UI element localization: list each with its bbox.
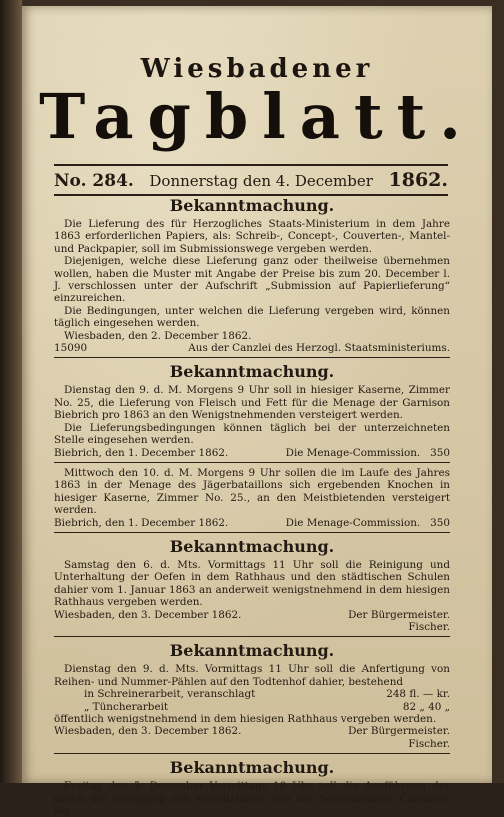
notice-signature: Der Bürgermeister. bbox=[348, 725, 450, 738]
notice-text: Samstag den 6. d. Mts. Vormittags 11 Uhr soll die Reinigung und Unterhaltung der Oefen in dem Rathhaus und den städtischen Schulen dahier vom 1. Januar 1863 an anderweit wenigstnehmend in dem hiesigen Rathhaus vergeben werden. bbox=[54, 558, 450, 609]
notice-signature-row bbox=[54, 517, 450, 529]
divider bbox=[54, 462, 450, 463]
divider bbox=[54, 753, 450, 754]
notice-text: Dienstag den 9. d. Mts. Vormittags 11 Uhr soll die Anfertigung von Reihen- und Nummer-Pählen auf den Todtenhof dahier, bestehend bbox=[54, 663, 450, 688]
divider bbox=[54, 357, 450, 358]
price-item bbox=[54, 701, 450, 713]
notice-signature-group bbox=[286, 517, 450, 529]
notice-signer: Fischer. bbox=[408, 737, 450, 750]
notice-place-date: Wiesbaden, den 3. December 1862. bbox=[54, 608, 242, 621]
notice-signer: Fischer. bbox=[408, 620, 450, 633]
notice-text: Freitag den 5. December Vormittags 10 Uhr soll die Ausführung der durch die Verlegung des Wellritzbachs von der Schwalbacher Chaussee bis bbox=[54, 780, 450, 817]
notice-text: Die Bedingungen, unter welchen die Lieferung vergeben wird, können täglich eingesehen werden. bbox=[54, 304, 450, 330]
divider bbox=[54, 636, 450, 637]
newspaper-page bbox=[22, 6, 492, 817]
issue-number: No. 284. bbox=[54, 171, 134, 191]
notice-paper-supply bbox=[54, 196, 450, 354]
masthead-city: Wiesbadener bbox=[140, 54, 374, 84]
notice-signature-row bbox=[54, 342, 450, 354]
notice-oven-cleaning bbox=[54, 537, 450, 633]
notice-signature: Die Menage-Commission. bbox=[285, 446, 421, 459]
issue-year: 1862. bbox=[388, 169, 448, 191]
price-item-label: „ Tüncherarbeit bbox=[84, 700, 169, 713]
notice-heading: Bekanntmachung. bbox=[169, 362, 335, 382]
notice-place-date: Biebrich, den 1. December 1862. bbox=[54, 516, 229, 529]
notices-column bbox=[54, 196, 450, 817]
notice-signature: Der Bürgermeister. bbox=[348, 608, 450, 621]
price-item-amount: 82 „ 40 „ bbox=[402, 700, 450, 713]
notice-place-date: Wiesbaden, den 2. December 1862. bbox=[64, 329, 252, 342]
notice-signature-row bbox=[54, 609, 450, 621]
notice-text: Die Lieferung des für Herzogliches Staats-Ministerium in dem Jahre 1863 erforderlichen Papiers, als: Schreib-, Concept-, Couverten-, Mantel- und Packpapier, soll im Submissionswege vergeben werden. bbox=[54, 218, 450, 255]
notice-text: Dienstag den 9. d. M. Morgens 9 Uhr soll in hiesiger Kaserne, Zimmer No. 25, die Lieferung von Fleisch und Fett für die Menage der Garnison Biebrich pro 1863 an den Wenigstnehmenden versteigert werden. bbox=[54, 384, 450, 422]
notice-text: öffentlich wenigstnehmend in dem hiesigen Rathhaus vergeben werden. bbox=[54, 713, 437, 725]
notice-ref: 350 bbox=[430, 516, 450, 529]
notice-signature-row bbox=[54, 447, 450, 459]
notice-place-date: Biebrich, den 1. December 1862. bbox=[54, 446, 229, 459]
notice-signature-row bbox=[54, 725, 450, 737]
notice-place-date: Wiesbaden, den 3. December 1862. bbox=[54, 725, 242, 738]
notice-signature: Die Menage-Commission. bbox=[285, 516, 421, 529]
notice-text: Die Lieferungsbedingungen können täglich bei der unterzeichneten Stelle eingesehen werden. bbox=[54, 421, 450, 447]
divider bbox=[54, 532, 450, 533]
notice-text: Mittwoch den 10. d. M. Morgens 9 Uhr sollen die im Laufe des Jahres 1863 in der Menage des Jägerbataillons sich ergebenden Knochen in hiesiger Kaserne, Zimmer No. 25., an den Meistbietenden versteigert werden. bbox=[54, 466, 450, 517]
price-item-amount: 248 fl. — kr. bbox=[386, 688, 450, 701]
notice-brook-relocation bbox=[54, 758, 450, 817]
notice-ref: 15090 bbox=[54, 342, 88, 355]
notice-meat-supply bbox=[54, 362, 450, 458]
notice-signature: Aus der Canzlei des Herzogl. Staatsministeriums. bbox=[188, 342, 450, 355]
price-item-label: in Schreinerarbeit, veranschlagt bbox=[84, 688, 256, 701]
notice-text: Diejenigen, welche diese Lieferung ganz oder theilweise übernehmen wollen, haben die Muster mit Angabe der Preise bis zum 20. December l. J. verschlossen unter der Aufschrift „Submission auf Papierlieferung“ einzureichen. bbox=[54, 255, 450, 305]
notice-ref: 350 bbox=[430, 446, 450, 459]
dateline bbox=[54, 164, 448, 196]
notice-heading: Bekanntmachung. bbox=[169, 196, 335, 215]
notice-signature-group bbox=[286, 447, 450, 459]
price-item bbox=[54, 688, 450, 700]
notice-heading: Bekanntmachung. bbox=[169, 641, 335, 661]
masthead bbox=[22, 54, 492, 153]
masthead-title: Tagblatt. bbox=[39, 80, 475, 153]
notice-heading: Bekanntmachung. bbox=[169, 536, 335, 556]
book-spine bbox=[0, 0, 22, 783]
issue-date: Donnerstag den 4. December bbox=[149, 172, 373, 190]
notice-heading: Bekanntmachung. bbox=[169, 758, 335, 778]
notice-cemetery-posts bbox=[54, 641, 450, 750]
notice-bones-auction bbox=[54, 467, 450, 529]
